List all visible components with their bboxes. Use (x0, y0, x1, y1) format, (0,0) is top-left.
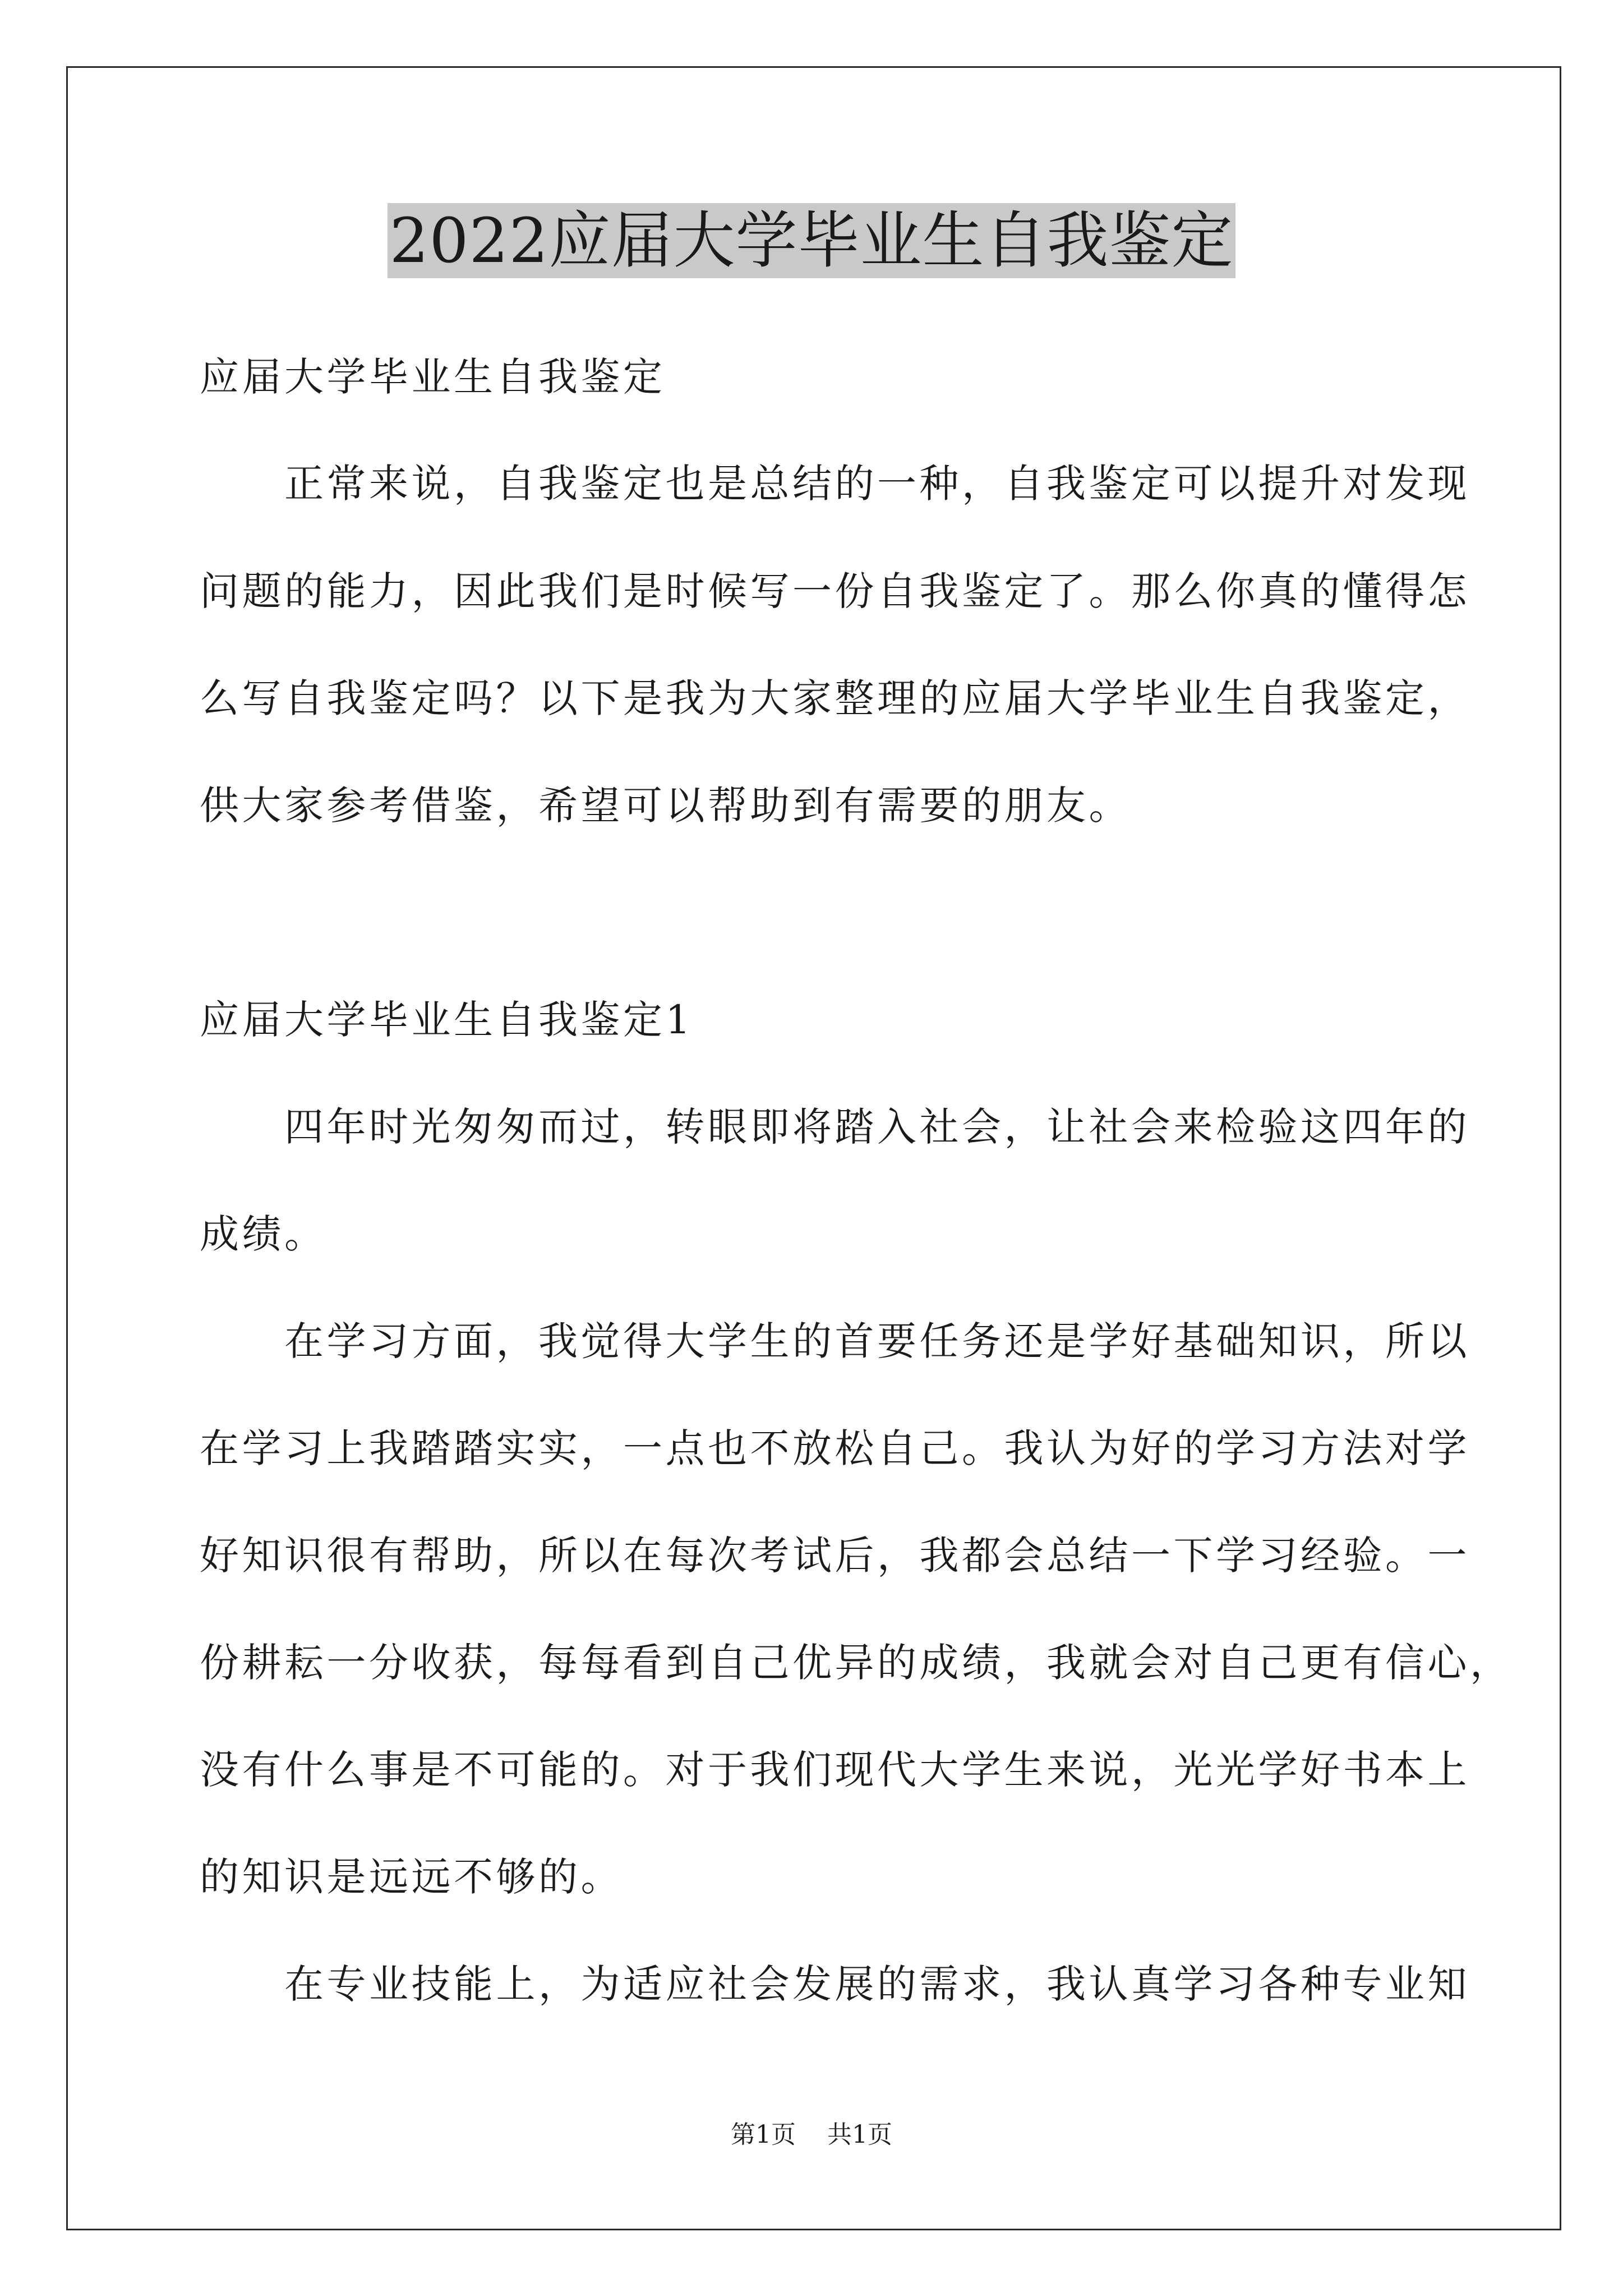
page-number: 第1页 (731, 2120, 796, 2149)
document-title: 2022应届大学毕业生自我鉴定 (388, 203, 1236, 278)
page-total: 共1页 (827, 2120, 892, 2149)
paragraph-line: 供大家参考借鉴，希望可以帮助到有需要的朋友。 (200, 783, 1131, 829)
section-heading: 应届大学毕业生自我鉴定 (200, 354, 666, 400)
paragraph-line: 在学习方面，我觉得大学生的首要任务还是学好基础知识，所以 (200, 1318, 1470, 1364)
paragraph-line: 在学习上我踏踏实实，一点也不放松自己。我认为好的学习方法对学 (200, 1425, 1470, 1471)
section-heading: 应届大学毕业生自我鉴定1 (200, 997, 694, 1043)
paragraph-line: 成绩。 (200, 1211, 327, 1257)
paragraph-line: 问题的能力，因此我们是时候写一份自我鉴定了。那么你真的懂得怎 (200, 568, 1470, 614)
paragraph-line: 正常来说，自我鉴定也是总结的一种，自我鉴定可以提升对发现 (200, 461, 1470, 507)
paragraph-line: 么写自我鉴定吗？以下是我为大家整理的应届大学毕业生自我鉴定， (200, 675, 1470, 721)
paragraph-line: 没有什么事是不可能的。对于我们现代大学生来说，光光学好书本上 (200, 1747, 1470, 1793)
page-footer (0, 2119, 1623, 2151)
paragraph-line: 的知识是远远不够的。 (200, 1854, 623, 1900)
paragraph-line: 份耕耘一分收获，每每看到自己优异的成绩，我就会对自己更有信心， (200, 1640, 1513, 1686)
title-container (0, 203, 1623, 278)
paragraph-line: 在专业技能上，为适应社会发展的需求，我认真学习各种专业知 (200, 1961, 1470, 2007)
paragraph-line: 好知识很有帮助，所以在每次考试后，我都会总结一下学习经验。一 (200, 1533, 1470, 1579)
paragraph-line: 四年时光匆匆而过，转眼即将踏入社会，让社会来检验这四年的 (200, 1104, 1470, 1150)
